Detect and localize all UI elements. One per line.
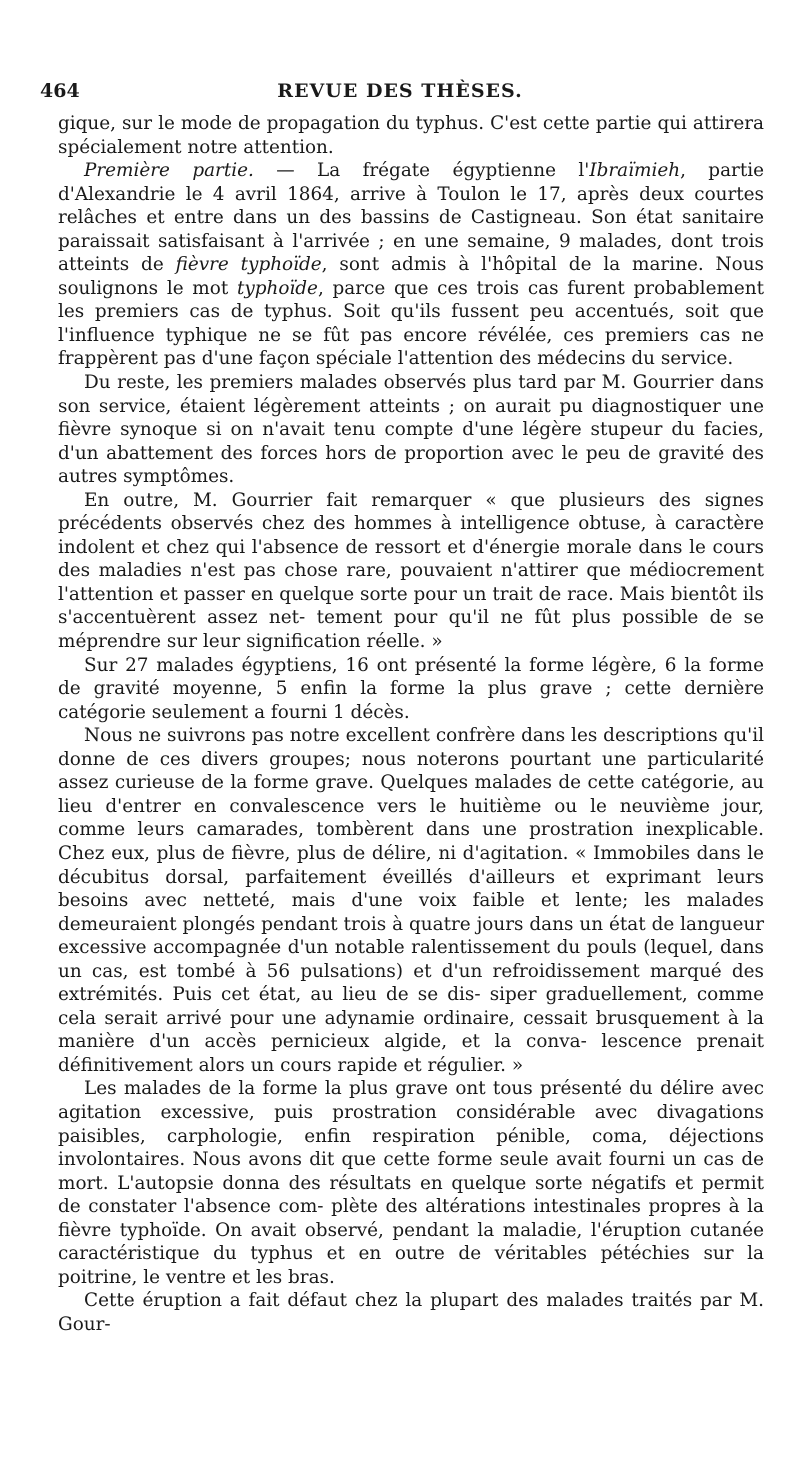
paragraph: gique, sur le mode de propagation du typhus. C'est cette partie qui attirera spécialement notre attention. bbox=[58, 113, 764, 158]
ship-name: Ibraïmieh bbox=[589, 160, 681, 182]
text-run: — La frégate égyptienne l' bbox=[253, 160, 590, 182]
text-run: , sont admis à l'hôpital de la marine. Nous soulignons le mot bbox=[58, 254, 764, 299]
page-number: 464 bbox=[40, 80, 80, 102]
emphasized-term: typhoïde bbox=[236, 277, 318, 299]
paragraph: Sur 27 malades égyptiens, 16 ont présenté la forme légère, 6 la forme de gravité moyenne, 5 enfin la forme la plus grave ; cette dernière catégorie seulement a fourni 1 décès. bbox=[58, 654, 764, 723]
section-lead: Première partie. bbox=[84, 160, 254, 182]
paragraph: Cette éruption a fait défaut chez la plupart des malades traités par M. Gour- bbox=[58, 1290, 764, 1335]
running-title: REVUE DES THÈSES. bbox=[277, 80, 523, 102]
text-run: , partie d'Alexandrie le 4 avril 1864, arrive à Toulon le 17, après deux courtes relâches et entre dans un des bassins de Castigneau. Son état sanitaire paraissait satisfaisant à l'arrivée ; en une semaine, 9 malades, dont trois atteints de bbox=[58, 160, 764, 276]
emphasized-term: fièvre typhoïde bbox=[175, 254, 322, 276]
paragraph: Du reste, les premiers malades observés plus tard par M. Gourrier dans son service, étaient légèrement atteints ; on aurait pu diagnostiquer une fièvre synoque si on n'avait tenu compte d'une légère stupeur du facies, d'un abattement des forces hors de proportion avec le peu de gravité des autres symptômes. bbox=[58, 372, 764, 488]
paragraph bbox=[58, 159, 764, 371]
paragraph: Les malades de la forme la plus grave ont tous présenté du délire avec agitation excessive, puis prostration considérable avec divagations paisibles, carphologie, enfin respiration pénible, coma, déjections involontaires. Nous avons dit que cette forme seule avait fourni un cas de mort. L'autopsie donna des résultats en quelque sorte négatifs et permit de constater l'absence com- plète des altérations intestinales propres à la fièvre typhoïde. On avait observé, pendant la maladie, l'éruption cutanée caractéristique du typhus et en outre de véritables pétéchies sur la poitrine, le ventre et les bras. bbox=[58, 1078, 764, 1288]
paragraph: Nous ne suivrons pas notre excellent confrère dans les descriptions qu'il donne de ces divers groupes; nous noterons pourtant une particularité assez curieuse de la forme grave. Quelques malades de cette catégorie, au lieu d'entrer en convalescence vers le huitième ou le neuvième jour, comme leurs camarades, tombèrent dans une prostration inexplicable. Chez eux, plus de fièvre, plus de délire, ni d'agitation. « Immobiles dans le décubitus dorsal, parfaitement éveillés d'ailleurs et exprimant leurs besoins avec netteté, mais d'une voix faible et lente; les malades demeuraient plongés pendant trois à quatre jours dans un état de langueur excessive accompagnée d'un notable ralentissement du pouls (lequel, dans un cas, est tombé à 56 pulsations) et d'un refroidissement marqué des extrémités. Puis cet état, au lieu de se dis- siper graduellement, comme cela serait arrivé pour une adynamie ordinaire, cessait brusquement à la manière d'un accès pernicieux algide, et la conva- lescence prenait définitivement alors un cours rapide et régulier. » bbox=[58, 725, 764, 1076]
paragraph: En outre, M. Gourrier fait remarquer « que plusieurs des signes précédents observés chez des hommes à intelligence obtuse, à caractère indolent et chez qui l'absence de ressort et d'énergie morale dans le cours des maladies n'est pas chose rare, pouvaient n'attirer que médiocrement l'attention et passer en quelque sorte pour un trait de race. Mais bientôt ils s'accentuèrent assez net- tement pour qu'il ne fût plus possible de se méprendre sur leur signification réelle. » bbox=[58, 489, 764, 653]
text-run: , parce que ces trois cas furent probablement les premiers cas de typhus. Soit qu'ils fussent peu accentués, soit que l'influence typhique ne se fût pas encore révélée, ces premiers cas ne frappèrent pas d'une façon spéciale l'attention des médecins du service. bbox=[58, 277, 765, 370]
body-text bbox=[58, 112, 764, 1336]
page-header bbox=[40, 80, 760, 106]
